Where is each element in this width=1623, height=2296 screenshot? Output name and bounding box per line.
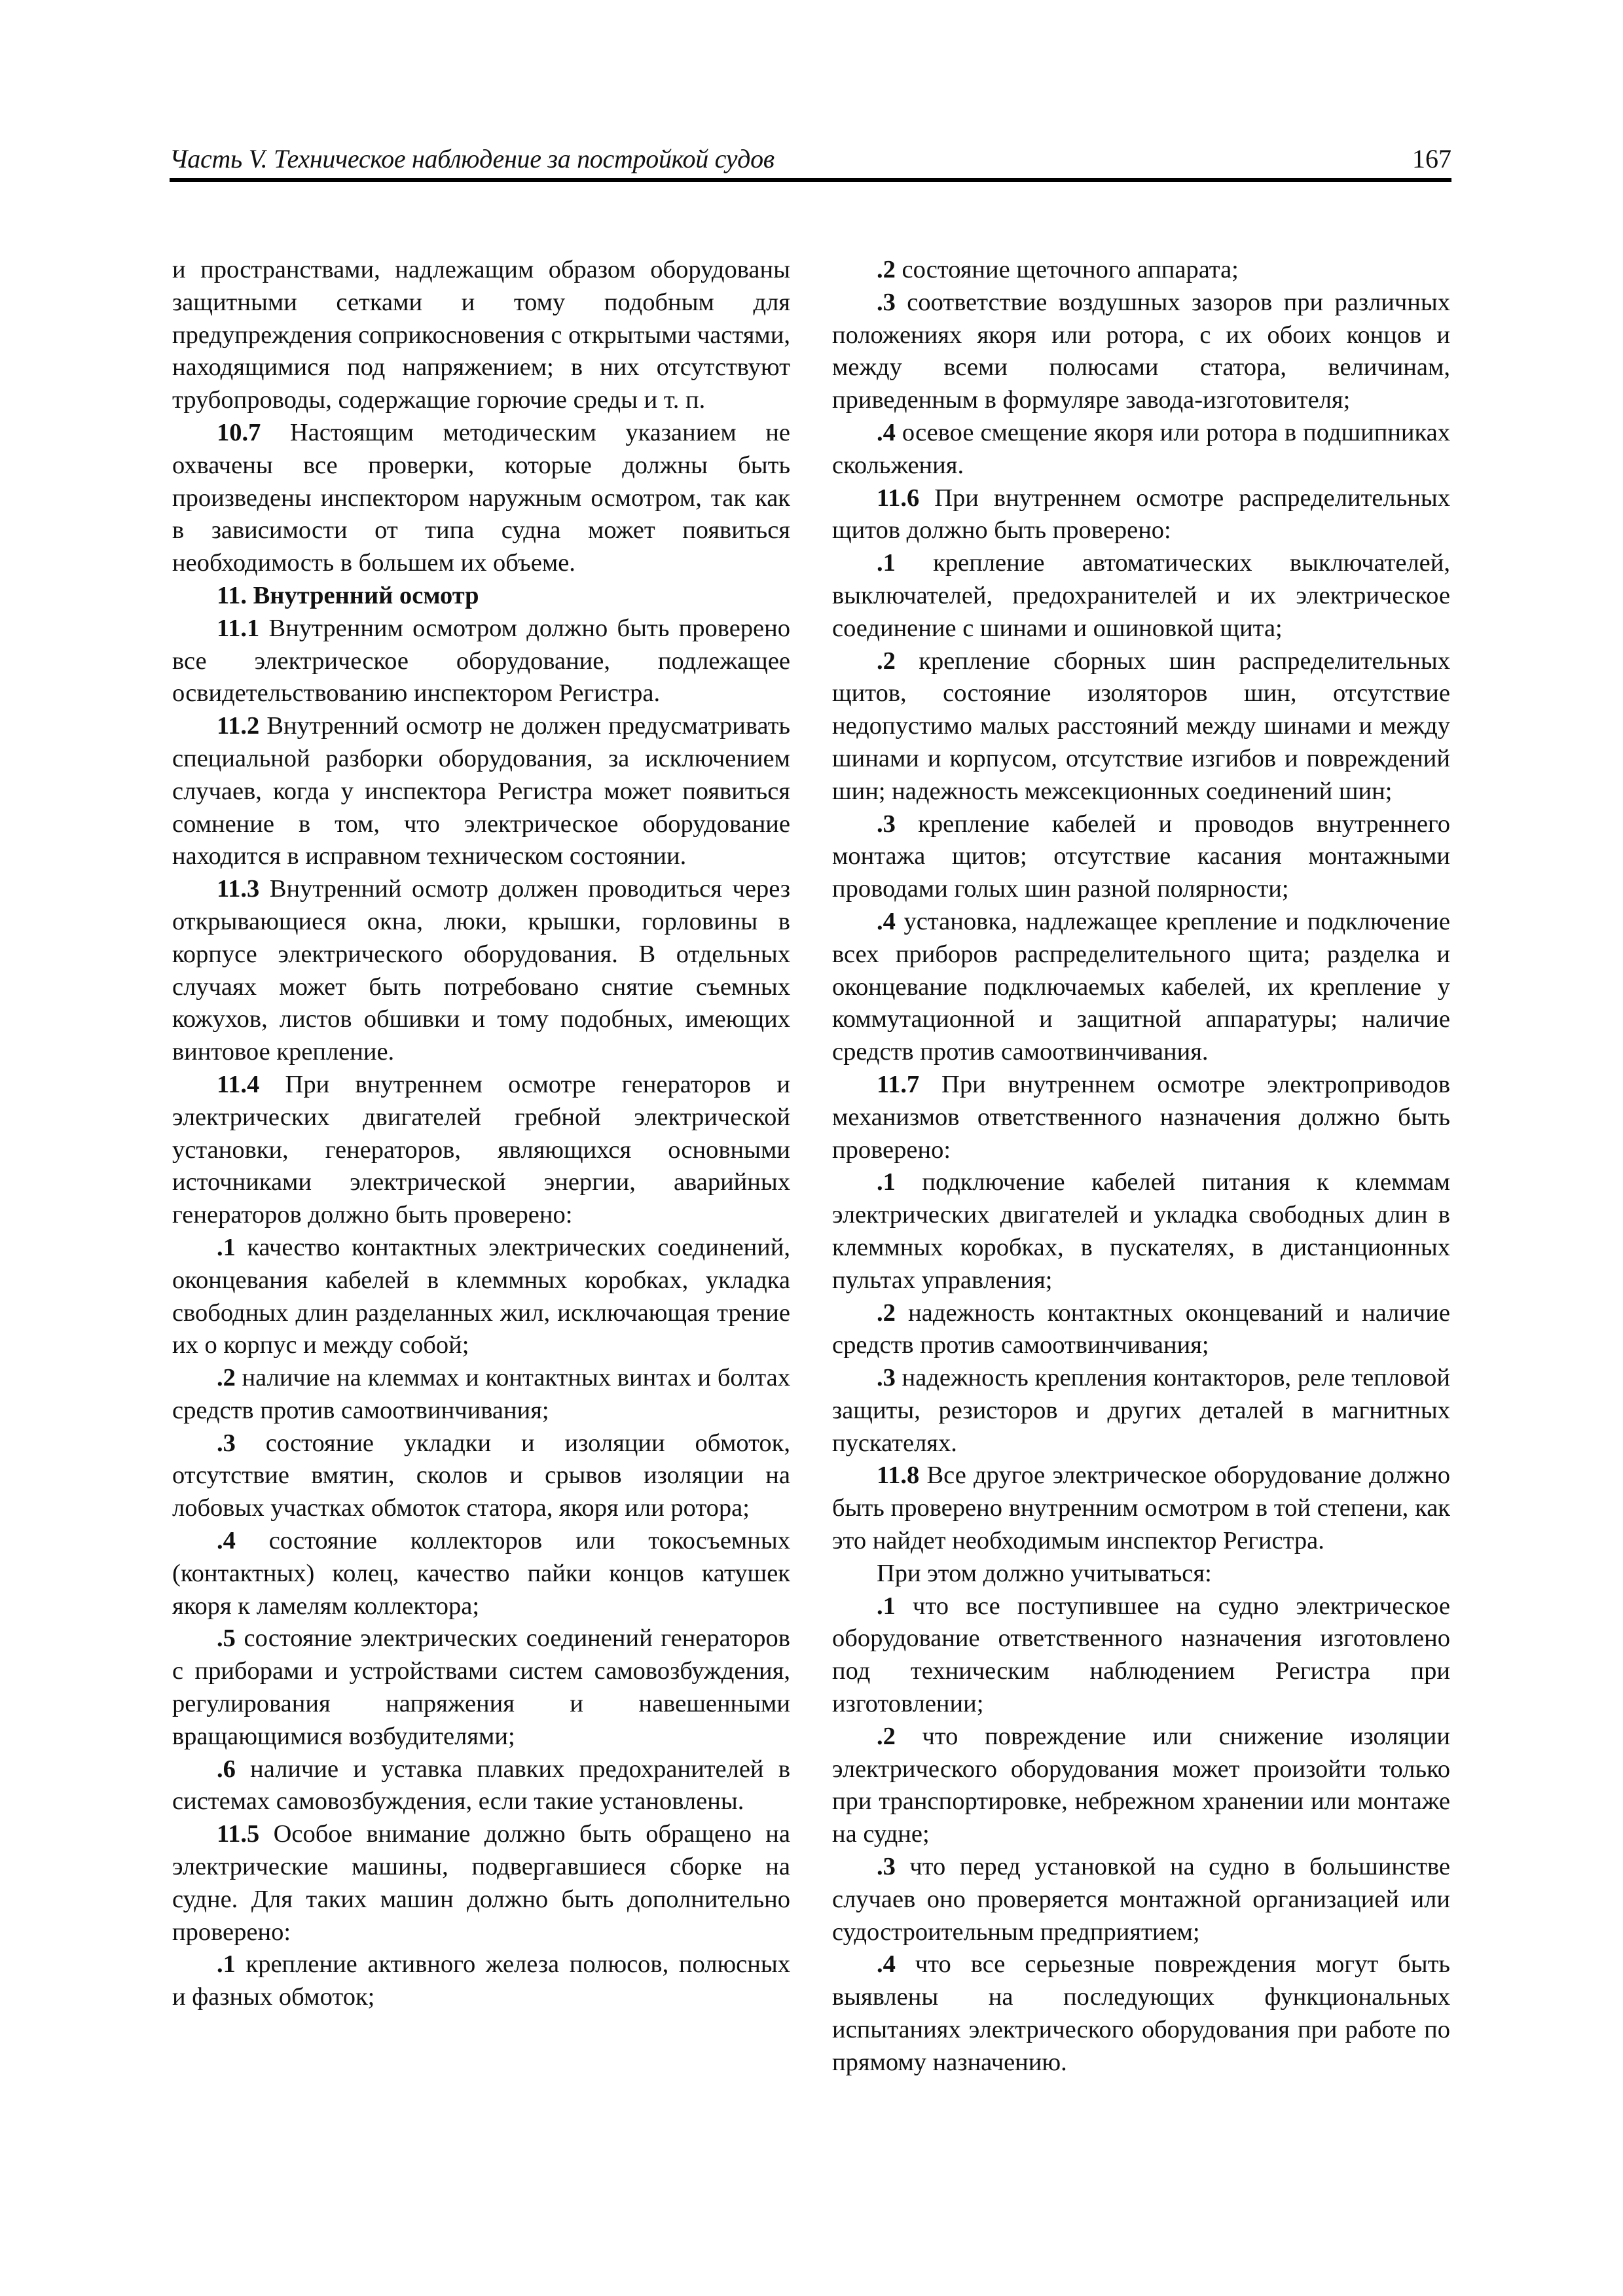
list-item <box>832 254 1450 287</box>
clause-number: .3 <box>877 1853 896 1881</box>
list-item <box>172 1362 790 1427</box>
list-item <box>172 1427 790 1525</box>
paragraph-text: крепление сборных шин распределительных щитов, состояние изоляторов шин, отсутствие недопустимо малых расстояний между шинами и между шинами и корпусом, отсутствие изгибов и повреждений шин; надежность межсекционных соединений шин; <box>832 647 1450 805</box>
clause-number: .4 <box>877 418 896 446</box>
clause-number: 11.8 <box>877 1462 920 1490</box>
paragraph-text: крепление автоматических выключателей, выключателей, предохранителей и их электрическое соединение с шинами и ошиновкой щита; <box>832 549 1450 642</box>
paragraph-text: состояние электрических соединений генераторов с приборами и устройствами систем самовозбуждения, регулирования напряжения и навешенными вращающимися возбудителями; <box>172 1624 790 1750</box>
list-item <box>832 287 1450 417</box>
clause-number: .2 <box>877 647 896 675</box>
list-item <box>832 417 1450 482</box>
paragraph-text: Внутренним осмотром должно быть проверено все электрическое оборудование, подлежащее освидетельствованию инспектором Регистра. <box>172 614 790 708</box>
list-item <box>832 1590 1450 1721</box>
paragraph-text: При внутреннем осмотре генераторов и электрических двигателей гребной электрической установки, генераторов, являющихся основными источниками электрической энергии, аварийных генераторов должно быть проверено: <box>172 1070 790 1229</box>
clause-number: 11.5 <box>217 1820 260 1848</box>
list-item <box>172 1525 790 1623</box>
clause-number: .3 <box>217 1429 236 1457</box>
paragraph-text: При этом должно учитываться: <box>877 1559 1212 1587</box>
paragraph <box>832 1558 1450 1590</box>
list-item <box>832 645 1450 808</box>
paragraph <box>172 254 790 417</box>
clause-number: .5 <box>217 1624 236 1653</box>
clause-number: .3 <box>877 288 896 316</box>
clause-number: 11.2 <box>217 712 260 740</box>
paragraph-text: наличие на клеммах и контактных винтах и болтах средств против самоотвинчивания; <box>172 1364 790 1424</box>
paragraph-text: Особое внимание должно быть обращено на электрические машины, подвергавшиеся сборке на судне. Для таких машин должно быть дополнительно проверено: <box>172 1820 790 1946</box>
clause-number: .2 <box>877 1722 896 1750</box>
paragraph <box>172 613 790 710</box>
paragraph-text: качество контактных электрических соединений, оконцевания кабелей в клеммных коробках, укладка свободных длин разделанных жил, исключающая трение их о корпус и между собой; <box>172 1233 790 1359</box>
paragraph-text: надежность крепления контакторов, реле тепловой защиты, резисторов и других деталей в магнитных пускателях. <box>832 1364 1450 1457</box>
running-header <box>170 139 1451 182</box>
clause-number: .2 <box>217 1364 236 1392</box>
list-item <box>832 547 1450 645</box>
clause-number: .3 <box>877 1364 896 1392</box>
clause-number: .1 <box>877 549 896 577</box>
clause-number: .1 <box>217 1950 236 1979</box>
list-item <box>832 1851 1450 1948</box>
paragraph-text: крепление кабелей и проводов внутреннего монтажа щитов; отсутствие касания монтажными проводами голых шин разной полярности; <box>832 810 1450 903</box>
paragraph <box>172 417 790 580</box>
right-column <box>832 254 1450 2079</box>
paragraph-text: Внутренний осмотр должен проводиться через открывающиеся окна, люки, крышки, горловины в корпусе электрического оборудования. В отдельных случаях может быть потребовано снятие съемных кожухов, листов обшивки и тому подобных, имеющих винтовое крепление. <box>172 875 790 1066</box>
list-item <box>832 1166 1450 1297</box>
list-item <box>172 1623 790 1753</box>
paragraph-text: что все серьезные повреждения могут быть выявлены на последующих функциональных испытаниях электрического оборудования при работе по прямому назначению. <box>832 1950 1450 2076</box>
paragraph-text: осевое смещение якоря или ротора в подшипниках скольжения. <box>832 418 1450 479</box>
clause-number: 10.7 <box>217 418 261 446</box>
paragraph-text: При внутреннем осмотре электроприводов механизмов ответственного назначения должно быть проверено: <box>832 1070 1450 1164</box>
list-item <box>832 808 1450 906</box>
paragraph-text: состояние коллекторов или токосъемных (контактных) колец, качество пайки концов катушек якоря к ламелям коллектора; <box>172 1527 790 1620</box>
paragraph-text: состояние щеточного аппарата; <box>895 256 1239 283</box>
section-heading <box>172 580 790 613</box>
list-item <box>832 1721 1450 1851</box>
clause-number: .4 <box>877 907 896 935</box>
page-number: 167 <box>1412 144 1451 173</box>
list-item <box>832 906 1450 1069</box>
clause-number: .2 <box>877 256 896 283</box>
list-item <box>832 1362 1450 1460</box>
clause-number: 11.3 <box>217 875 260 903</box>
clause-number: .6 <box>217 1755 236 1783</box>
header-title: Часть V. Техническое наблюдение за постройкой судов <box>170 144 775 173</box>
paragraph-text: подключение кабелей питания к клеммам электрических двигателей и укладка свободных длин в клеммных коробках, в пускателях, в дистанционных пультах управления; <box>832 1168 1450 1294</box>
paragraph-text: Внутренний осмотр не должен предусматривать специальной разборки оборудования, за исключением случаев, когда у инспектора Регистра может появиться сомнение в том, что электрическое оборудование находится в исправном техническом состоянии. <box>172 712 790 870</box>
paragraph-text: и пространствами, надлежащим образом оборудованы защитными сетками и тому подобным для предупреждения соприкосновения с открытыми частями, находящимися под напряжением; в них отсутствуют трубопроводы, содержащие горючие среды и т. п. <box>172 256 790 414</box>
list-item <box>832 1297 1450 1363</box>
paragraph-text: что перед установкой на судно в большинстве случаев оно проверяется монтажной организацией или судостроительным предприятием; <box>832 1853 1450 1946</box>
paragraph <box>832 1460 1450 1557</box>
list-item <box>832 1948 1450 2079</box>
paragraph-text: установка, надлежащее крепление и подключение всех приборов распределительного щита; разделка и оконцевание подключаемых кабелей, их крепление у коммутационной и защитной аппаратуры; наличие средств против самоотвинчивания. <box>832 907 1450 1066</box>
list-item <box>172 1753 790 1819</box>
paragraph-text: крепление активного железа полюсов, полюсных и фазных обмоток; <box>172 1950 790 2011</box>
paragraph <box>172 1818 790 1948</box>
paragraph <box>172 710 790 873</box>
clause-number: 11.4 <box>217 1070 260 1098</box>
clause-number: 11.1 <box>217 614 260 642</box>
paragraph-text: что повреждение или снижение изоляции электрического оборудования может произойти только при транспортировке, небрежном хранении или монтаже на судне; <box>832 1722 1450 1848</box>
paragraph-text: При внутреннем осмотре распределительных щитов должно быть проверено: <box>832 484 1450 545</box>
clause-number: .1 <box>877 1168 896 1196</box>
paragraph-text: Все другое электрическое оборудование должно быть проверено внутренним осмотром в той степени, как это найдет необходимым инспектор Регистра. <box>832 1462 1450 1555</box>
paragraph-text: наличие и уставка плавких предохранителей в системах самовозбуждения, если такие установлены. <box>172 1755 790 1816</box>
list-item <box>172 1232 790 1362</box>
paragraph <box>172 1069 790 1232</box>
paragraph-text: что все поступившее на судно электрическое оборудование ответственного назначения изготовлено под техническим наблюдением Регистра при изготовлении; <box>832 1592 1450 1718</box>
paragraph <box>172 873 790 1069</box>
paragraph-text: надежность контактных оконцеваний и наличие средств против самоотвинчивания; <box>832 1299 1450 1359</box>
paragraph-text: соответствие воздушных зазоров при различных положениях якоря или ротора, с их обоих концов и между всеми полюсами статора, величинам, приведенным в формуляре завода-изготовителя; <box>832 288 1450 414</box>
paragraph-text: состояние укладки и изоляции обмоток, отсутствие вмятин, сколов и срывов изоляции на лобовых участках обмоток статора, якоря или ротора; <box>172 1429 790 1522</box>
clause-number: .2 <box>877 1299 896 1327</box>
left-column <box>172 254 790 2014</box>
paragraph-text: Настоящим методическим указанием не охвачены все проверки, которые должны быть произведены инспектором наружным осмотром, так как в зависимости от типа судна может появиться необходимость в большем их объеме. <box>172 418 790 577</box>
paragraph <box>832 1069 1450 1166</box>
heading-text: 11. Внутренний осмотр <box>217 581 479 609</box>
clause-number: 11.7 <box>877 1070 920 1098</box>
list-item <box>172 1948 790 2014</box>
paragraph <box>832 482 1450 548</box>
clause-number: .3 <box>877 810 896 838</box>
clause-number: .4 <box>217 1527 236 1555</box>
clause-number: .1 <box>877 1592 896 1620</box>
clause-number: .4 <box>877 1950 896 1979</box>
clause-number: .1 <box>217 1233 236 1261</box>
clause-number: 11.6 <box>877 484 920 512</box>
